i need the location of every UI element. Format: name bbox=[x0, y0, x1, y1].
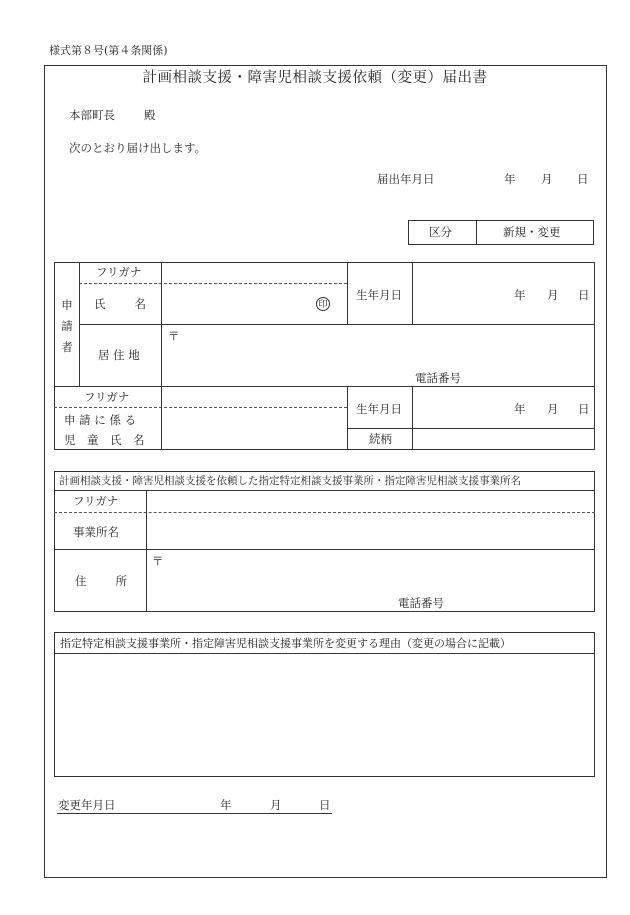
addressee-honorific: 殿 bbox=[144, 108, 156, 122]
provider-phone-label: 電話番号 bbox=[398, 596, 444, 610]
child-birth-month: 月 bbox=[547, 402, 559, 416]
furigana-divider bbox=[79, 283, 347, 284]
applicant-name-label: 氏 名 bbox=[94, 297, 148, 311]
child-name-label-line2: 児 童 氏 名 bbox=[64, 433, 145, 447]
col-divider-birth bbox=[347, 262, 348, 324]
provider-address-label: 住 所 bbox=[75, 574, 129, 588]
applicant-birth-day: 日 bbox=[578, 288, 590, 302]
col-divider-child-birth bbox=[347, 386, 348, 450]
child-name-label-line1: 申 請 に 係 る bbox=[64, 413, 137, 427]
applicant-postal-mark: 〒 bbox=[168, 329, 180, 343]
child-birthdate-label: 生年月日 bbox=[356, 402, 402, 416]
form-title: 計画相談支援・障害児相談支援依頼（変更）届出書 bbox=[142, 70, 488, 86]
applicant-furigana-label: フリガナ bbox=[96, 265, 142, 279]
applicant-address-label: 居 住 地 bbox=[98, 348, 140, 362]
child-birth-year: 年 bbox=[514, 402, 526, 416]
provider-furigana-divider bbox=[54, 512, 595, 513]
provider-office-name-label: 事業所名 bbox=[73, 525, 119, 539]
applicant-birth-year: 年 bbox=[514, 288, 526, 302]
addressee-name: 本部町長 bbox=[69, 108, 115, 122]
category-value: 新規・変更 bbox=[503, 225, 561, 239]
provider-header-divider bbox=[54, 490, 595, 491]
category-label: 区分 bbox=[429, 225, 452, 239]
row-divider-address bbox=[54, 386, 595, 387]
row-divider-child-birth bbox=[347, 428, 595, 429]
change-reason-header: 指定特定相談支援事業所・指定障害児相談支援事業所を変更する理由（変更の場合に記載） bbox=[60, 637, 511, 650]
child-furigana-divider bbox=[54, 407, 347, 408]
provider-row-divider bbox=[54, 549, 595, 550]
child-relation-label: 続柄 bbox=[369, 432, 392, 446]
change-reason-header-divider bbox=[54, 653, 595, 654]
submission-date-label: 届出年月日 bbox=[377, 172, 435, 186]
child-birth-day: 日 bbox=[578, 402, 590, 416]
provider-postal-mark: 〒 bbox=[152, 554, 164, 568]
category-divider bbox=[476, 220, 477, 245]
applicant-phone-label: 電話番号 bbox=[415, 371, 461, 385]
change-date-underline bbox=[57, 813, 332, 814]
change-date-label: 変更年月日 bbox=[58, 798, 116, 812]
col-divider-section bbox=[79, 262, 80, 386]
col-divider-child-birth-value bbox=[412, 386, 413, 450]
applicant-section-char-2: 請 bbox=[61, 319, 73, 333]
seal-mark: 印 bbox=[316, 297, 330, 311]
applicant-birth-month: 月 bbox=[547, 288, 559, 302]
change-date-day: 日 bbox=[319, 798, 331, 812]
col-divider-birth-value bbox=[412, 262, 413, 324]
child-furigana-label: フリガナ bbox=[84, 390, 130, 404]
change-date-month: 月 bbox=[270, 798, 282, 812]
submission-month: 月 bbox=[541, 172, 553, 186]
provider-furigana-label: フリガナ bbox=[73, 494, 119, 508]
change-date-year: 年 bbox=[220, 798, 232, 812]
provider-header: 計画相談支援・障害児相談支援を依頼した指定特定相談支援事業所・指定障害児相談支援事業所名 bbox=[59, 475, 521, 487]
provider-col-divider bbox=[146, 490, 147, 612]
submission-day: 日 bbox=[577, 172, 589, 186]
intro-text: 次のとおり届け出します。 bbox=[69, 141, 207, 155]
provider-table bbox=[54, 471, 595, 612]
applicant-birthdate-label: 生年月日 bbox=[356, 288, 402, 302]
applicant-section-char-1: 申 bbox=[61, 298, 73, 312]
form-number: 様式第８号(第４条関係) bbox=[49, 44, 168, 57]
row-divider-name bbox=[79, 324, 595, 325]
submission-year: 年 bbox=[504, 172, 516, 186]
col-divider-label bbox=[161, 262, 162, 450]
applicant-section-char-3: 者 bbox=[61, 340, 73, 354]
